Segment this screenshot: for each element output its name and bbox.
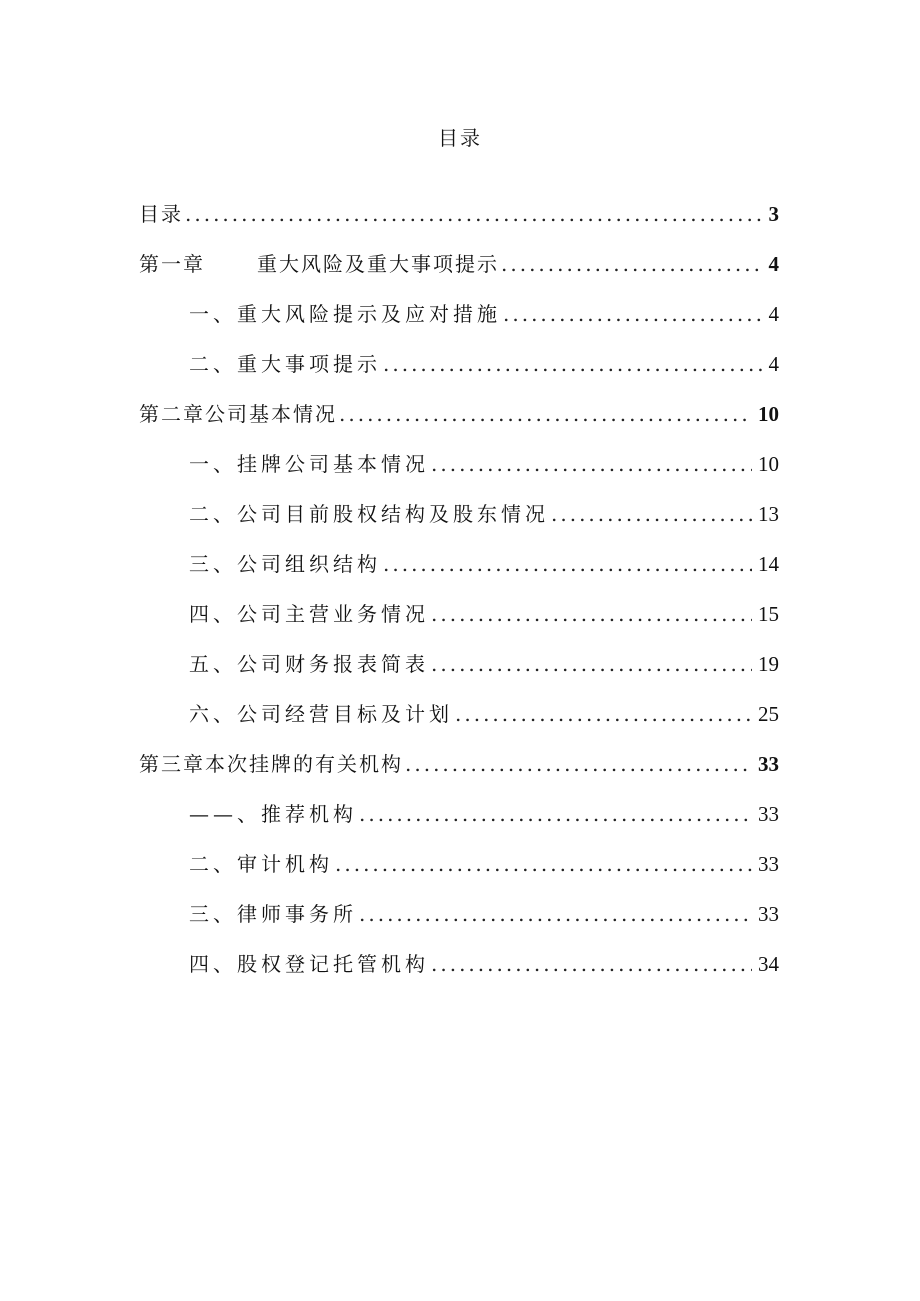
- toc-leader-dots: [431, 646, 752, 682]
- toc-entry-label: 六、公司经营目标及计划: [189, 702, 453, 726]
- toc-page-number: 33: [758, 852, 779, 876]
- toc-leader-dots: [431, 596, 752, 632]
- toc-entry[interactable]: [139, 796, 779, 846]
- toc-entry-label: 二、重大事项提示: [189, 352, 381, 376]
- toc-leader-dots: [359, 796, 752, 832]
- toc-entry[interactable]: [139, 546, 779, 596]
- toc-leader-dots: [335, 846, 752, 882]
- toc-page-number: 10: [758, 452, 779, 476]
- toc-page-number: 19: [758, 652, 779, 676]
- toc-entry-label: 第三章本次挂牌的有关机构: [139, 752, 403, 776]
- toc-entry[interactable]: [139, 396, 779, 446]
- toc-page-number: 4: [768, 252, 779, 276]
- toc-entry[interactable]: [139, 696, 779, 746]
- toc-page-number: 3: [768, 202, 779, 226]
- toc-entry-label: 四、股权登记托管机构: [189, 952, 429, 976]
- toc-entry-label: 一、挂牌公司基本情况: [189, 452, 429, 476]
- toc-page-number: 10: [758, 402, 779, 426]
- toc-leader-dots: [359, 896, 752, 932]
- toc-entry-label: 二、审计机构: [189, 852, 333, 876]
- toc-chapter-title: 重大风险及重大事项提示: [257, 252, 499, 276]
- toc-entry[interactable]: [139, 846, 779, 896]
- toc-leader-dots: [383, 546, 752, 582]
- toc-leader-dots: [405, 746, 752, 782]
- toc-entry-label: [139, 246, 499, 282]
- toc-page-number: 4: [768, 352, 779, 376]
- toc-entry-label: 一、重大风险提示及应对措施: [189, 302, 501, 326]
- toc-leader-dots: [431, 946, 752, 982]
- toc-entry-label: 二、公司目前股权结构及股东情况: [189, 502, 549, 526]
- toc-entry[interactable]: [139, 746, 779, 796]
- toc-entry-label: 三、律师事务所: [189, 902, 357, 926]
- toc-page-number: 4: [768, 302, 779, 326]
- toc-page-number: 13: [758, 502, 779, 526]
- page-title: 目录: [438, 126, 482, 150]
- toc-entry-label: 目录: [139, 202, 183, 226]
- toc-entry[interactable]: [139, 246, 779, 296]
- toc-entry-label: 三、公司组织结构: [189, 552, 381, 576]
- toc-entry-label: 四、公司主营业务情况: [189, 602, 429, 626]
- toc-entry[interactable]: [139, 596, 779, 646]
- table-of-contents: [139, 196, 779, 996]
- toc-entry[interactable]: [139, 946, 779, 996]
- toc-entry[interactable]: [139, 896, 779, 946]
- toc-leader-dots: [185, 196, 763, 232]
- toc-page-number: 15: [758, 602, 779, 626]
- toc-entry[interactable]: [139, 346, 779, 396]
- toc-page-number: 25: [758, 702, 779, 726]
- toc-page-number: 33: [758, 902, 779, 926]
- toc-entry[interactable]: [139, 296, 779, 346]
- toc-leader-dots: [431, 446, 752, 482]
- toc-entry[interactable]: [139, 196, 779, 246]
- toc-leader-dots: [503, 296, 763, 332]
- toc-entry[interactable]: [139, 646, 779, 696]
- toc-page-number: 14: [758, 552, 779, 576]
- toc-page-number: 33: [758, 802, 779, 826]
- toc-entry[interactable]: [139, 496, 779, 546]
- toc-page-number: 34: [758, 952, 779, 976]
- toc-leader-dots: [339, 396, 752, 432]
- toc-entry-label: 第二章公司基本情况: [139, 402, 337, 426]
- toc-leader-dots: [455, 696, 752, 732]
- toc-leader-dots: [551, 496, 752, 532]
- toc-leader-dots: [383, 346, 763, 382]
- toc-chapter-number: 第一章: [139, 252, 205, 276]
- toc-leader-dots: [501, 246, 763, 282]
- toc-entry-label: 五、公司财务报表简表: [189, 652, 429, 676]
- toc-page-number: 33: [758, 752, 779, 776]
- toc-entry[interactable]: [139, 446, 779, 496]
- toc-entry-label: ——、推荐机构: [189, 802, 357, 826]
